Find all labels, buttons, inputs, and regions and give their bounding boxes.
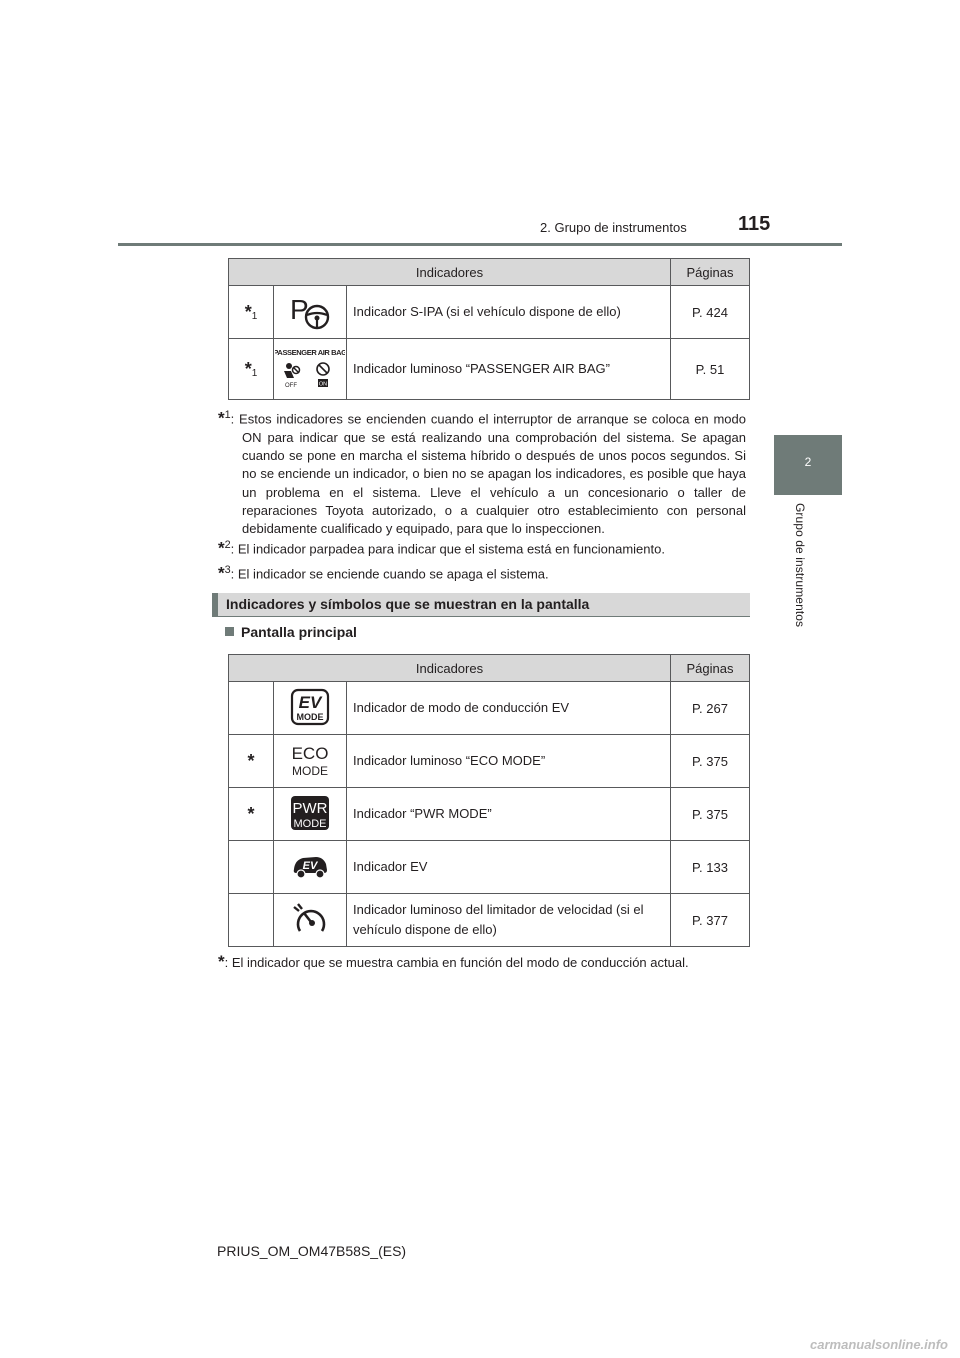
svg-text:P: P <box>290 293 309 325</box>
watermark: carmanualsonline.info <box>810 1337 948 1352</box>
ev-car-icon <box>274 841 347 894</box>
table-row <box>229 286 750 339</box>
passenger-airbag-icon <box>274 339 347 400</box>
row-note-mark <box>229 682 274 735</box>
row-page: P. 377 <box>671 894 750 947</box>
document-code: PRIUS_OM_OM47B58S_(ES) <box>217 1243 407 1259</box>
subheading-text: Pantalla principal <box>241 624 357 640</box>
note-mark: * <box>218 952 225 971</box>
svg-text:PASSENGER AIR BAG: PASSENGER AIR BAG <box>275 347 345 357</box>
table-header-row <box>229 655 750 682</box>
row-description: Indicador luminoso del limitador de velocidad (si el vehículo dispone de ello) <box>347 894 671 947</box>
svg-text:PWR: PWR <box>292 799 328 817</box>
footnote-2 <box>218 536 746 559</box>
row-note-mark <box>229 841 274 894</box>
note-text: : El indicador parpadea para indicar que el sistema está en funcionamiento. <box>230 541 665 557</box>
section-heading-text: Indicadores y símbolos que se muestran en la pantalla <box>226 596 590 612</box>
table-row <box>229 735 750 788</box>
note-sup: 1 <box>224 409 231 421</box>
note-text: : Estos indicadores se encienden cuando el interruptor de arranque se coloca en modo ON para indicar que se está realizando una comprobación del sistema. Se apagan cuando se pone en marcha el sistema híbrido o después de unos pocos segundos. Si no se enciende un indicador, o bien no se apagan los indicadores, es posible que haya un problema en el sistema. Lleve el vehículo a un concesionario o taller de reparaciones Toyota autorizado, o a cualquier otro establecimiento con personal debidamente cualificado y equipado, para que lo inspeccionen. <box>230 411 746 537</box>
row-page: P. 51 <box>671 339 750 400</box>
footnote-1 <box>218 406 746 538</box>
ev-mode-icon <box>274 682 347 735</box>
table-row <box>229 841 750 894</box>
row-description: Indicador S-IPA (si el vehículo dispone de ello) <box>347 286 671 339</box>
chapter-number: 2 <box>804 455 812 469</box>
note-text: : El indicador que se muestra cambia en función del modo de conducción actual. <box>224 955 689 970</box>
row-note-mark: $*_1$ <box>229 286 274 339</box>
row-page: P. 424 <box>671 286 750 339</box>
row-note-mark <box>229 894 274 947</box>
row-description: Indicador de modo de conducción EV <box>347 682 671 735</box>
table-row <box>229 339 750 400</box>
note-text: : El indicador se enciende cuando se apaga el sistema. <box>230 566 549 582</box>
footnote-display <box>218 953 746 972</box>
table-row <box>229 894 750 947</box>
page-number: 115 <box>738 213 771 235</box>
row-note-mark: * <box>229 735 274 788</box>
col-header-indicators: Indicadores <box>229 259 671 286</box>
note-sup: 3 <box>224 564 231 576</box>
indicators-table-top <box>228 258 750 400</box>
svg-text:ECO: ECO <box>291 743 329 763</box>
svg-text:MODE: MODE <box>293 817 327 830</box>
indicators-table-display <box>228 654 750 947</box>
row-description: Indicador EV <box>347 841 671 894</box>
s-ipa-icon <box>274 286 347 339</box>
svg-text:MODE: MODE <box>296 711 324 722</box>
row-description: Indicador luminoso “ECO MODE” <box>347 735 671 788</box>
chapter-label: Grupo de instrumentos <box>793 503 807 628</box>
header-rule <box>118 243 842 246</box>
row-page: P. 375 <box>671 788 750 841</box>
svg-text:OFF: OFF <box>285 382 297 389</box>
footnote-3 <box>218 561 746 584</box>
chapter-tab <box>774 435 842 495</box>
speed-limiter-icon <box>274 894 347 947</box>
note-mark: * <box>218 538 225 558</box>
section-heading <box>212 593 750 616</box>
row-description: Indicador “PWR MODE” <box>347 788 671 841</box>
col-header-pages: Páginas <box>671 259 750 286</box>
subheading <box>225 624 357 640</box>
row-page: P. 267 <box>671 682 750 735</box>
col-header-pages: Páginas <box>671 655 750 682</box>
section-title: 2. Grupo de instrumentos <box>540 220 687 235</box>
svg-text:MODE: MODE <box>292 763 328 778</box>
svg-text:EV: EV <box>298 692 322 712</box>
row-note-mark: $*_1$ <box>229 339 274 400</box>
table-row <box>229 788 750 841</box>
col-header-indicators: Indicadores <box>229 655 671 682</box>
svg-text:ON: ON <box>318 381 328 387</box>
row-page: P. 375 <box>671 735 750 788</box>
table-row <box>229 682 750 735</box>
note-mark: * <box>218 563 225 583</box>
row-description: Indicador luminoso “PASSENGER AIR BAG” <box>347 339 671 400</box>
table-header-row <box>229 259 750 286</box>
square-bullet-icon <box>225 627 234 636</box>
row-note-mark: * <box>229 788 274 841</box>
note-mark: * <box>218 408 225 428</box>
note-sup: 2 <box>224 539 231 551</box>
svg-text:EV: EV <box>302 859 318 872</box>
section-heading-rule <box>212 616 750 617</box>
row-page: P. 133 <box>671 841 750 894</box>
pwr-mode-icon <box>274 788 347 841</box>
eco-mode-icon <box>274 735 347 788</box>
